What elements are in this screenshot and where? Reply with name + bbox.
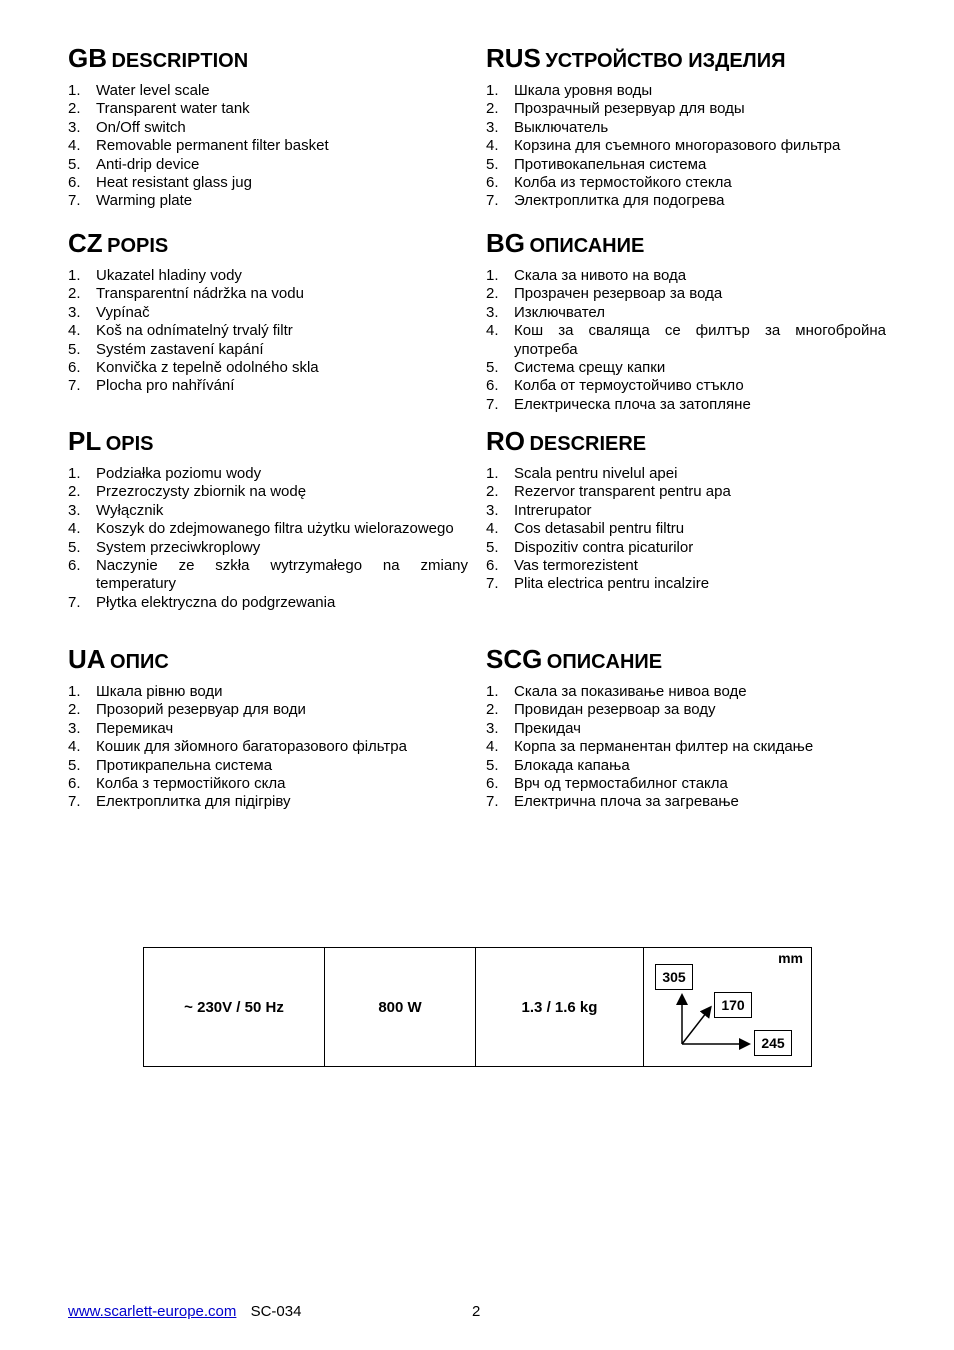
section-heading: UA ОПИС [68,644,169,674]
list-item [68,192,468,210]
list-item [486,683,886,701]
list-item [486,738,886,756]
item-text: Removable permanent filter basket [96,137,329,155]
list-item [486,322,886,359]
list-item [486,267,886,285]
parts-list [68,683,468,812]
section-heading: GB DESCRIPTION [68,43,249,73]
item-text: Wyłącznik [96,501,164,519]
item-text: Scala pentru nivelul apei [514,465,678,482]
list-item [68,156,468,174]
item-text: Ukazatel hladiny vody [96,267,242,284]
list-item [68,377,468,395]
item-number: 2. [486,701,499,719]
item-number: 1. [68,82,81,99]
list-item [68,683,468,701]
item-number: 6. [68,359,81,377]
item-number: 3. [68,118,81,136]
parts-list [68,465,468,612]
item-number: 4. [486,137,499,155]
list-item [68,285,468,303]
item-text: Выключатель [514,118,609,136]
item-number: 6. [68,775,81,793]
list-item [486,775,886,793]
item-number: 3. [486,501,499,519]
parts-list [68,267,468,396]
list-item [486,137,886,155]
item-text: Скала за нивото на вода [514,267,687,284]
list-item [68,793,468,811]
list-item [486,757,886,775]
section-heading: RUS УСТРОЙСТВО ИЗДЕЛИЯ [486,43,786,73]
parts-list [486,465,886,594]
list-item [68,100,468,118]
item-number: 3. [486,118,499,136]
list-item [68,322,468,340]
item-text: Прозорий резервуар для води [96,701,306,719]
width-value: 245 [754,1030,792,1056]
section-rus [486,44,886,211]
section-cz [68,229,468,396]
footer-left [68,1303,301,1320]
item-text: Электроплитка для подогрева [514,192,725,210]
section-heading: CZ POPIS [68,228,169,258]
item-text: System przeciwkroplowy [96,538,261,556]
item-text: Корпа за перманентан филтер на скидање [514,738,814,756]
item-number: 6. [486,174,499,192]
list-item [68,757,468,775]
item-number: 4. [486,738,499,756]
item-text: Провидан резервоар за воду [514,701,716,719]
item-number: 5. [486,756,499,774]
section-heading: RO DESCRIERE [486,426,647,456]
item-number: 1. [68,267,81,284]
list-item [68,594,468,612]
item-text: Przezroczysty zbiornik na wodę [96,483,307,501]
section-heading: PL OPIS [68,426,154,456]
list-item [486,483,886,501]
list-item [486,502,886,520]
item-text: Plocha pro nahřívání [96,377,235,395]
section-scg [486,645,886,812]
item-text: Koš na odnímatelný trvalý filtr [96,322,293,340]
item-text: Podziałka poziomu wody [96,465,262,482]
item-number: 1. [68,465,81,482]
item-text: Колба из термостойкого стекла [514,174,732,192]
list-item [68,137,468,155]
item-number: 5. [68,340,81,358]
item-number: 1. [486,683,499,700]
item-text: Plita electrica pentru incalzire [514,575,710,593]
item-text: Warming plate [96,192,193,210]
item-text: Vas termorezistent [514,557,638,575]
item-text: Vypínač [96,303,150,321]
list-item [486,701,886,719]
list-item [68,119,468,137]
list-item [486,793,886,811]
item-number: 6. [68,557,81,575]
item-text: Koszyk do zdejmowanego filtra użytku wielorazowego [96,520,454,538]
item-number: 3. [68,303,81,321]
item-text: Електрична плоча за загревање [514,793,739,811]
item-number: 1. [486,465,499,482]
item-number: 2. [68,483,81,501]
item-text: Rezervor transparent pentru apa [514,483,731,501]
item-text: Врч од термостабилног стакла [514,775,728,793]
list-item [486,156,886,174]
list-item [68,720,468,738]
list-item [486,192,886,210]
item-number: 5. [486,359,499,377]
item-number: 5. [486,538,499,556]
list-item [486,119,886,137]
depth-value: 170 [714,992,752,1018]
section-heading: BG ОПИСАНИЕ [486,228,645,258]
item-number: 2. [486,483,499,501]
item-number: 4. [68,738,81,756]
item-text: Intrerupator [514,501,592,519]
list-item [486,174,886,192]
section-heading: SCG ОПИCАНИЕ [486,644,663,674]
item-number: 4. [68,322,81,340]
item-text: Перемикач [96,719,174,737]
item-text: Konvička z tepelně odolného skla [96,359,319,377]
item-text: Противокапельная система [514,155,707,173]
item-number: 2. [68,285,81,303]
item-number: 6. [486,557,499,575]
item-number: 4. [486,322,499,340]
item-text: Płytka elektryczna do podgrzewania [96,593,336,611]
list-item [68,701,468,719]
item-text: Скала за показивање нивоа воде [514,683,747,700]
list-item [68,483,468,501]
parts-list [486,82,886,211]
item-number: 5. [68,756,81,774]
list-item [486,100,886,118]
item-text: Корзина для съемного многоразового фильтра [514,137,841,155]
item-number: 7. [486,575,499,593]
list-item [486,377,886,395]
item-number: 7. [68,593,81,611]
section-ua [68,645,468,812]
list-item [486,539,886,557]
item-number: 1. [486,82,499,99]
item-number: 3. [68,501,81,519]
item-text: Anti-drip device [96,155,200,173]
item-number: 3. [68,719,81,737]
item-text: Протикрапельна система [96,756,273,774]
item-number: 6. [68,174,81,192]
item-number: 2. [68,100,81,118]
section-bg [486,229,886,414]
item-number: 3. [486,303,499,321]
list-item [486,575,886,593]
list-item [486,520,886,538]
item-number: 5. [68,155,81,173]
item-number: 7. [486,192,499,210]
item-text: Water level scale [96,82,210,99]
website-link[interactable]: www.scarlett-europe.com [68,1303,237,1320]
list-item [68,359,468,377]
item-number: 2. [486,100,499,118]
item-text: Блокада капања [514,756,630,774]
page-number: 2 [472,1303,481,1320]
item-text: Transparentní nádržka na vodu [96,285,304,303]
parts-list [486,267,886,414]
item-text: Systém zastavení kapání [96,340,264,358]
list-item [68,304,468,322]
list-item [68,465,468,483]
list-item [486,557,886,575]
list-item [68,557,468,594]
item-number: 7. [486,395,499,413]
list-item [68,267,468,285]
item-text: Naczynie ze szkła wytrzymałego na zmiany temperatury [96,557,468,593]
list-item [486,720,886,738]
list-item [486,82,886,100]
item-text: Кошик для зйомного багаторазового фільтра [96,738,407,756]
item-text: Система срещу капки [514,359,666,377]
section-gb [68,44,468,211]
item-number: 3. [486,719,499,737]
item-text: Heat resistant glass jug [96,174,252,192]
list-item [68,738,468,756]
item-number: 7. [68,377,81,395]
parts-list [68,82,468,211]
item-text: On/Off switch [96,118,186,136]
item-text: Колба з термостійкого скла [96,775,286,793]
item-text: Шкала уровня воды [514,82,653,99]
item-number: 6. [486,377,499,395]
section-pl [68,427,468,612]
list-item [486,285,886,303]
item-number: 1. [486,267,499,284]
item-number: 5. [486,155,499,173]
voltage-cell: ~ 230V / 50 Hz [144,948,325,1067]
item-number: 1. [68,683,81,700]
dimensions-cell [644,948,812,1067]
item-text: Колба от термоустойчиво стъкло [514,377,744,395]
item-text: Dispozitiv contra picaturilor [514,538,694,556]
list-item [486,396,886,414]
item-number: 7. [486,793,499,811]
height-value: 305 [655,964,693,990]
item-number: 7. [68,192,81,210]
unit-label: mm [778,950,803,966]
item-text: Прозрачен резервоар за вода [514,285,723,303]
list-item [486,359,886,377]
item-text: Cos detasabil pentru filtru [514,520,685,538]
weight-cell: 1.3 / 1.6 kg [476,948,644,1067]
item-number: 6. [486,775,499,793]
power-cell: 800 W [325,948,476,1067]
item-number: 4. [68,520,81,538]
item-number: 5. [68,538,81,556]
section-ro [486,427,886,594]
item-text: Изключвател [514,303,605,321]
parts-list [486,683,886,812]
item-text: Прозрачный резервуар для воды [514,100,745,118]
item-text: Електрическа плоча за затопляне [514,395,751,413]
list-item [68,174,468,192]
item-number: 4. [68,137,81,155]
item-text: Шкала рівню води [96,683,223,700]
list-item [486,465,886,483]
model-number: SC-034 [250,1303,302,1320]
item-number: 7. [68,793,81,811]
item-number: 2. [486,285,499,303]
specs-table [143,947,812,1067]
list-item [68,82,468,100]
item-text: Transparent water tank [96,100,250,118]
list-item [68,502,468,520]
list-item [486,304,886,322]
item-number: 4. [486,520,499,538]
list-item [68,539,468,557]
item-text: Кош за сваляща се филтър за многобройна употреба [514,322,886,358]
list-item [68,341,468,359]
item-text: Електроплитка для підігріву [96,793,291,811]
item-text: Прекидач [514,719,581,737]
list-item [68,775,468,793]
item-number: 2. [68,701,81,719]
list-item [68,520,468,538]
